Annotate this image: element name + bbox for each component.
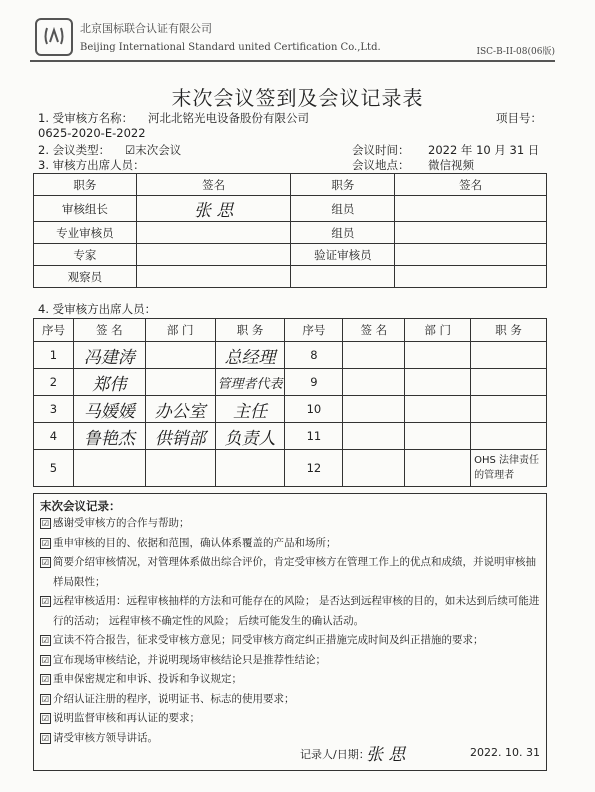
header-divider [30, 60, 555, 62]
meeting-place-label: 会议地点： [352, 158, 410, 172]
header-cell: 签名 [136, 174, 291, 196]
position-cell: 总经理 [215, 342, 285, 369]
meeting-record-title: 末次会议记录： [40, 499, 121, 513]
signature-cell: 冯建涛 [73, 342, 145, 369]
list-item: ☑ 感谢受审核方的合作与帮助； [41, 517, 190, 529]
signature-cell [395, 196, 547, 222]
auditor-attendees-label: 3. 审核方出席人员： [38, 158, 145, 172]
role-cell: 审核组长 [34, 196, 137, 222]
header-cell: 部 门 [145, 319, 215, 342]
role-cell: 专家 [34, 244, 137, 266]
checkbox-checked-icon: ☑ [41, 655, 50, 665]
checkbox-checked-icon: ☑ [41, 636, 50, 645]
client-attendance-table [33, 318, 547, 487]
project-label: 项目号： [496, 111, 542, 125]
signature-cell [136, 266, 291, 288]
list-item: ☑ 说明监督审核和再认证的要求； [41, 712, 200, 724]
position-cell [471, 342, 547, 369]
header-cell: 签 名 [343, 319, 405, 342]
header-cell: 部 门 [405, 319, 471, 342]
table-cell: 3 [34, 396, 74, 423]
signature-cell: 鲁艳杰 [73, 423, 145, 450]
list-item: ☑ 宣读不符合报告，征求受审核方意见；同受审核方商定纠正措施完成时间及纠正措施的要求； [41, 634, 484, 646]
signature-cell [395, 266, 547, 288]
list-item: ☑ 重申审核的目的、依据和范围，确认体系覆盖的产品和场所； [41, 536, 337, 549]
signature-cell [343, 369, 405, 396]
header-cell: 序号 [34, 319, 74, 342]
list-item: ☑ 介绍认证注册的程序，说明证书、标志的使用要求； [41, 692, 295, 705]
header-cell: 职务 [34, 174, 137, 196]
org-name-en: Beijing International Standard united Certification Co.,Ltd. [80, 42, 381, 53]
record-date: 2022. 10. 31 [470, 746, 540, 759]
position-cell [215, 450, 285, 487]
role-cell: 组员 [291, 196, 395, 222]
recorder-signature: 张 思 [366, 745, 406, 765]
header-cell: 职务 [291, 174, 395, 196]
meeting-place: 微信视频 [428, 158, 474, 172]
signature-cell: 马媛媛 [73, 396, 145, 423]
signature-cell: 郑伟 [73, 369, 145, 396]
client-label: 1. 受审核方名称： [38, 111, 134, 125]
list-item: ☑ 简要介绍审核情况，对管理体系做出综合评价，肯定受审核方在管理工作上的优点和成绩，并说明审核抽样局限性； [41, 556, 536, 588]
header-cell: 签 名 [73, 319, 145, 342]
header-cell: 签名 [395, 174, 547, 196]
signature-cell [136, 244, 291, 266]
signature-cell [343, 396, 405, 423]
document-number: ISC-B-II-08(06版) [476, 47, 555, 57]
signature-cell [343, 423, 405, 450]
role-cell: 验证审核员 [291, 244, 395, 266]
table-cell: 5 [34, 450, 74, 487]
position-cell [471, 369, 547, 396]
signature-cell [343, 342, 405, 369]
position-cell: 管理者代表 [215, 369, 285, 396]
checkbox-checked-icon: ☑ [41, 558, 50, 567]
header-cell: 序号 [285, 319, 343, 342]
client-name: 河北北铭光电设备股份有限公司 [148, 111, 309, 125]
ohs-legal-manager-cell: OHS 法律责任的管理者 [471, 450, 547, 487]
table-cell: 10 [285, 396, 343, 423]
department-cell: 供销部 [145, 423, 215, 450]
recorder-label: 记录人/日期： [300, 748, 370, 761]
signature-cell [73, 450, 145, 487]
department-cell [405, 342, 471, 369]
table-cell: 4 [34, 423, 74, 450]
list-item: ☑ 请受审核方领导讲话。 [41, 731, 158, 744]
role-cell: 组员 [291, 222, 395, 244]
list-item: ☑ 重申保密规定和申诉、投诉和争议规定； [41, 673, 242, 685]
table-cell: 8 [285, 342, 343, 369]
company-logo-icon [35, 18, 73, 56]
checkbox-checked-icon: ☑ [41, 733, 50, 743]
table-cell: 11 [285, 423, 343, 450]
table-cell: 9 [285, 369, 343, 396]
signature-cell [343, 450, 405, 487]
position-cell: 负责人 [215, 423, 285, 450]
department-cell [145, 450, 215, 487]
checkbox-checked-icon: ☑ [41, 675, 50, 684]
department-cell [405, 396, 471, 423]
checkbox-checked-icon: ☑ [41, 519, 50, 528]
header-cell: 职 务 [215, 319, 285, 342]
position-cell: 主任 [215, 396, 285, 423]
position-cell [471, 396, 547, 423]
org-name-cn: 北京国标联合认证有限公司 [80, 22, 212, 35]
auditor-attendance-table [33, 173, 547, 288]
list-item: ☑ 宣布现场审核结论，并说明现场审核结论只是推荐性结论； [41, 653, 326, 666]
role-cell: 专业审核员 [34, 222, 137, 244]
department-cell [145, 342, 215, 369]
meeting-type-label: 2. 会议类型： [38, 143, 111, 157]
role-cell [291, 266, 395, 288]
table-cell: 2 [34, 369, 74, 396]
table-cell: 12 [285, 450, 343, 487]
position-cell [471, 423, 547, 450]
checkbox-checked-icon: ☑ [41, 538, 50, 548]
signature-cell [395, 222, 547, 244]
department-cell [405, 423, 471, 450]
role-cell: 观察员 [34, 266, 137, 288]
signature-cell [395, 244, 547, 266]
department-cell [145, 369, 215, 396]
signature-cell: 张 思 [136, 196, 291, 222]
checkbox-checked-icon: ☑ [41, 714, 50, 723]
checkbox-checked-icon: ☑ [41, 597, 50, 606]
meeting-time-label: 会议时间： [352, 143, 410, 157]
list-item: ☑ 远程审核适用：远程审核抽样的方法和可能存在的风险； 是否达到远程审核的目的，如未达到后续可能进行的活动； 远程审核不确定性的风险； 后续可能发生的确认活动。 [41, 595, 540, 627]
header-cell: 职 务 [471, 319, 547, 342]
department-cell [405, 450, 471, 487]
page-title: 末次会议签到及会议记录表 [171, 86, 424, 110]
department-cell: 办公室 [145, 396, 215, 423]
meeting-time: 2022 年 10 月 31 日 [428, 143, 540, 157]
department-cell [405, 369, 471, 396]
checkbox-checked-icon: ☑ [41, 694, 50, 704]
meeting-record-list [40, 514, 540, 748]
client-attendees-label: 4. 受审核方出席人员： [38, 302, 157, 316]
signature-cell [136, 222, 291, 244]
meeting-type-checkbox: ☑末次会议 [125, 143, 182, 157]
project-number: 0625-2020-E-2022 [38, 126, 146, 140]
table-cell: 1 [34, 342, 74, 369]
